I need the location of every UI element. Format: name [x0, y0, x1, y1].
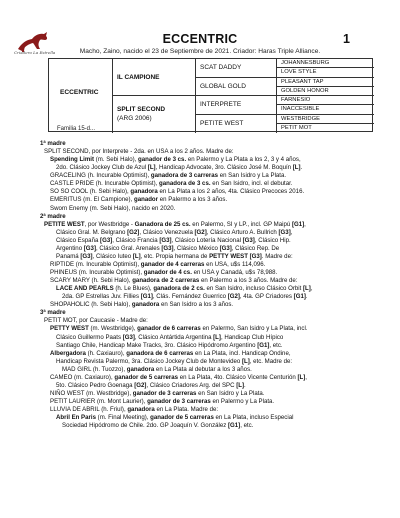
record-line: Santiago Chile, Handicap Make Tracks, 3ro. Clásico Hipódromo Argentino [G1], etc.	[56, 341, 283, 349]
record-line: Clásico Guillermo Paats [G3], Clásico Antártida Argentina [L], Handicap Club Hípico	[56, 333, 284, 341]
record-line: PHINEUS (m. Incurable Optimist), ganador de 4 cs. en USA y Canadá, u$s 78,988.	[50, 269, 278, 276]
record-line: Albergadora (h. Caxiauro), ganadora de 6 carreras en La Plata, incl. Handicap Ondine,	[50, 349, 291, 357]
record-line: MAD GIRL (h. Tuozzo), ganadora en La Plata al debutar a los 3 años.	[62, 365, 252, 373]
pedigree-g1: JOHANNESBURG	[277, 59, 374, 68]
record-line: 5to. Clásico Pedro Goenaga [G2], Clásico Criadores Arg. del SPC [L].	[56, 381, 246, 389]
pedigree-family: Familia 15-d...	[57, 126, 96, 132]
pedigree-g2: LOVE STYLE	[277, 68, 374, 77]
record-line: SHOPAHOLIC (h. Sebi Halo), ganadora en San Isidro a los 3 años.	[50, 301, 234, 309]
pedigree-g7: WESTBRIDGE	[277, 115, 374, 124]
record-line: Sociedad Hipódromo de Chile. 2do. GP Joaquín V. González [G1], etc.	[62, 422, 254, 430]
pedigree-sire-sire: SCAT DADDY	[196, 59, 277, 78]
record-line: NIÑO WEST (m. Westbridge), ganador de 3 carreras en San Isidro y La Plata.	[50, 389, 265, 397]
pedigree-table	[48, 58, 373, 132]
record-line: SPLIT SECOND, por Interprete - 2da. en USA a los 2 años. Madre de:	[44, 148, 234, 156]
pedigree-horse-name: ECCENTRIC	[60, 89, 99, 96]
record-line: SO SO COOL (h. Sebi Halo), ganadora en La Plata a los 2 años, 4ta. Clásico Precoces 2016.	[50, 188, 305, 196]
record-line: LLUVIA DE ABRIL (h. Friul), ganadora en La Plata. Madre de:	[50, 406, 219, 414]
pedigree-sire-dam: GLOBAL GOLD	[196, 78, 277, 97]
record-line: PETTY WEST (m. Westbridge), ganador de 6 carreras en Palermo, San Isidro y La Plata, incl.	[50, 325, 308, 333]
record-line: Sworn Enemy (m. Sebi Halo), nacido en 2020.	[50, 204, 176, 212]
record-line: SCARY MARY (h. Sebi Halo), ganadora de 2 carreras en Palermo a los 3 años. Madre de:	[50, 277, 298, 285]
pedigree-horse-cell	[49, 59, 113, 133]
horse-description: Macho, Zaino, nacido el 23 de Septiembre de 2021. Criador: Haras Triple Alliance.	[79, 48, 321, 55]
page-title: ECCENTRIC	[162, 32, 238, 46]
pedigree-g6: INACCESIBLE	[277, 105, 374, 114]
pedigree-sire: IL CAMPIONE	[113, 59, 196, 96]
pedigree-dam-dam: PETITE WEST	[196, 115, 277, 134]
record-line: Spending Limit (m. Sebi Halo), ganador de 3 cs. en Palermo y La Plata a los 2, 3 y 4 años,	[50, 156, 301, 164]
record-line: GRACELING (h. Incurable Optimist), ganadora de 3 carreras en San Isidro y La Plata.	[50, 172, 287, 180]
pedigree-g8: PETIT MOT	[281, 125, 312, 132]
produce-record	[40, 140, 385, 430]
record-line: Handicap Revista Palermo, 3ra. Clásico Jockey Club de Montevideo [L], etc. Madre de:	[56, 357, 293, 365]
record-line: Argentino [G3], Clásico Gral. Arenales [G3], Clásico México [G3], Clásico Rep. De	[56, 244, 280, 252]
record-line: 2do. Clásico Jockey Club de Azul [L], Handicap Advocate, 3ro. Clásico José M. Boquín [L].	[56, 164, 303, 172]
record-line: PETIT MOT, por Caucasie - Madre de:	[44, 317, 148, 325]
lot-number: 1	[343, 32, 350, 46]
section-heading: 2ª madre	[40, 212, 66, 220]
section-heading: 1ª madre	[40, 140, 66, 147]
record-line: CASTLE PRIDE (h. Incurable Optimist), ganadora de 3 cs. en San Isidro, incl. el debutar.	[50, 180, 293, 188]
pedigree-dam: SPLIT SECOND (ARG 2006)	[113, 96, 196, 133]
record-line: Abril En Paris (m. Final Meeting), ganador de 5 carreras en La Plata, incluso Especial	[56, 414, 294, 422]
record-line: EMERITUS (m. El Campione), ganador en Palermo a los 3 años.	[50, 196, 228, 204]
header	[0, 0, 400, 58]
pedigree-g5: FARNESIO	[277, 96, 374, 105]
pedigree-g4: GOLDEN HONOR	[277, 87, 374, 96]
record-line: RIPTIDE (m. Incurable Optimist), ganador de 4 carreras en USA, u$s 114,096.	[50, 260, 266, 268]
record-line: PETIT LAURIER (m. Mont Laurier), ganador de 3 carreras en Palermo y La Plata.	[50, 398, 275, 405]
logo-text: Criadero La Estrella	[14, 50, 56, 55]
record-line: Clásico España [G3], Clásico Francia [G3], Clásico Lotería Nacional [G3], Clásico Hip.	[56, 236, 291, 244]
pedigree-g3: PLEASANT TAP	[277, 78, 374, 87]
section-heading: 3ª madre	[40, 309, 66, 317]
record-line: CAMEO (m. Caxiauro), ganador de 5 carreras en La Plata, 4to. Clásico Vicente Centurión [L],	[50, 373, 307, 381]
record-line: Clásico Gral. M. Belgrano [G2], Clásico Venezuela [G2], Clásico Arturo A. Bullrich [G3],	[56, 228, 293, 236]
record-line: 2da. GP Estrellas Juv. Fillies [G1], Clás. Fernández Guerrico [G2], 4ta. GP Criadores [G1].	[62, 293, 308, 301]
pedigree-dam-sire: INTERPRETE	[196, 96, 277, 115]
record-line: LACE AND PEARLS (h. Le Blues), ganadora de 2 cs. en San Isidro, incluso Clásico Orbit [L],	[56, 285, 313, 293]
record-line: PETITE WEST, por Westbridge - Ganadora de 25 cs. en Palermo, SI y LP., incl. GP Maipú [G1],	[44, 220, 306, 228]
record-line: Panamá [G3], Clásico Iuteo [L], etc. Propia hermana de PETTY WEST [G3]. Madre de:	[56, 252, 293, 260]
